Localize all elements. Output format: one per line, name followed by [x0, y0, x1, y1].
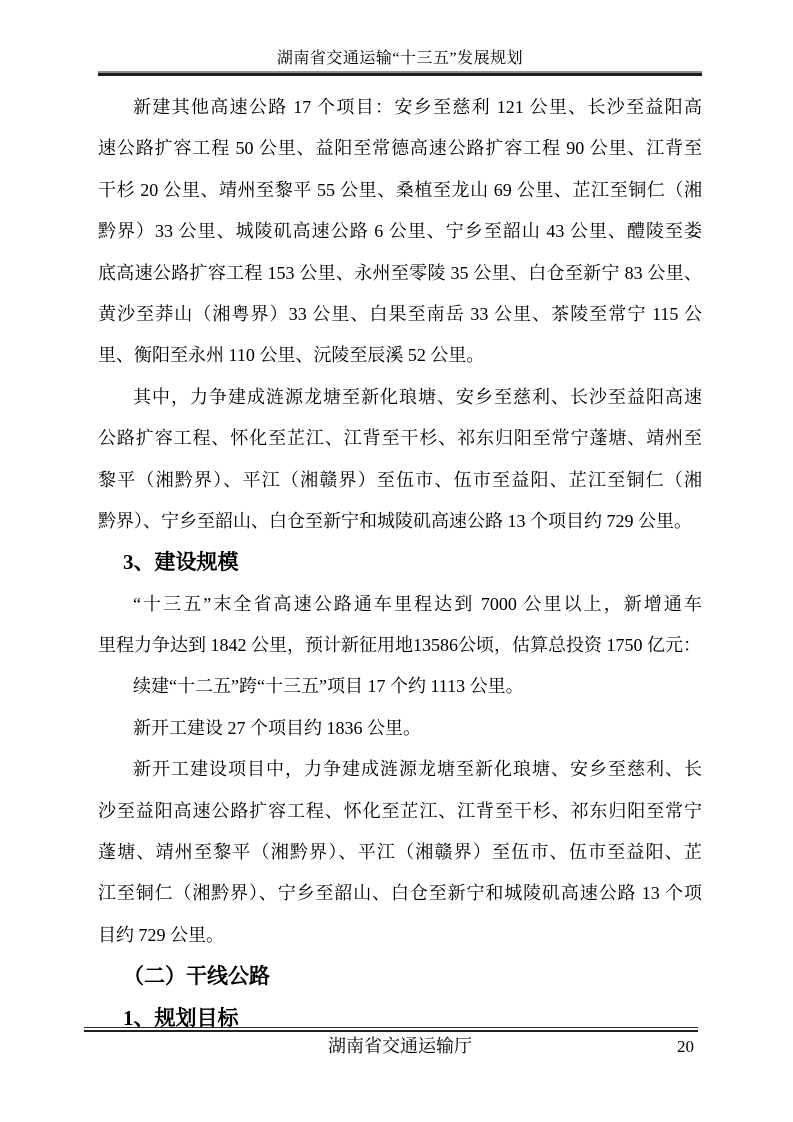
text-line: 里、衡阳至永州 110 公里、沅陵至辰溪 52 公里。 — [98, 345, 485, 366]
text-line: 蓬塘、靖州至黎平（湘黔界）、平江（湘赣界）至伍市、伍市至益阳、芷 — [98, 842, 702, 863]
text-line: 黔界）33 公里、城陵矶高速公路 6 公里、宁乡至韶山 43 公里、醴陵至娄 — [98, 221, 702, 242]
page-number: 20 — [677, 1037, 694, 1056]
text-line: 干杉 20 公里、靖州至黎平 55 公里、桑植至龙山 69 公里、芷江至铜仁（湘 — [98, 179, 702, 200]
text-line: 目约 729 公里。 — [98, 924, 224, 945]
paragraph — [98, 377, 702, 543]
text-line: 新建其他高速公路 17 个项目：安乡至慈利 121 公里、长沙至益阳高 — [133, 97, 702, 117]
footer-rule — [84, 1027, 698, 1032]
text-line: 其中，力争建成涟源龙塘至新化琅塘、安乡至慈利、长沙至益阳高速 — [133, 386, 702, 407]
text-line: 黎平（湘黔界）、平江（湘赣界）至伍市、伍市至益阳、芷江至铜仁（湘 — [98, 469, 702, 490]
paragraph — [98, 87, 702, 377]
paragraph — [98, 749, 702, 956]
text-line: 续建“十二五”跨“十三五”项目 17 个约 1113 公里。 — [133, 676, 524, 697]
page-header-title: 湖南省交通运输“十三五”发展规划 — [276, 50, 524, 67]
section-heading — [98, 956, 702, 997]
text-line: 1、规划目标 — [123, 1005, 239, 1030]
footer-department: 湖南省交通运输厅 — [328, 1036, 472, 1056]
text-line: 新开工建设项目中，力争建成涟源龙塘至新化琅塘、安乡至慈利、长 — [133, 759, 702, 780]
header-rule — [98, 71, 702, 76]
text-line: 黄沙至莽山（湘粤界）33 公里、白果至南岳 33 公里、茶陵至常宁 115 公 — [98, 303, 702, 324]
paragraph — [98, 666, 702, 707]
text-line: 黔界）、宁乡至韶山、白仓至新宁和城陵矶高速公路 13 个项目约 729 公里。 — [98, 510, 692, 531]
text-line: 沙至益阳高速公路扩容工程、怀化至芷江、江背至干杉、祁东归阳至常宁 — [98, 800, 702, 821]
document-body — [98, 87, 702, 1039]
text-line: 公路扩容工程、怀化至芷江、江背至干杉、祁东归阳至常宁蓬塘、靖州至 — [98, 428, 702, 449]
text-line: 江至铜仁（湘黔界）、宁乡至韶山、白仓至新宁和城陵矶高速公路 13 个项 — [98, 883, 702, 904]
text-line: （二）干线公路 — [123, 964, 270, 989]
text-line: “十三五”末全省高速公路通车里程达到 7000 公里以上，新增通车 — [133, 593, 702, 614]
text-line: 里程力争达到 1842 公里，预计新征用地13586公顷，估算总投资 1750 亿元： — [98, 635, 701, 656]
paragraph — [98, 708, 702, 749]
section-heading — [98, 542, 702, 583]
paragraph — [98, 584, 702, 667]
text-line: 新开工建设 27 个项目约 1836 公里。 — [133, 717, 421, 738]
text-line: 底高速公路扩容工程 153 公里、永州至零陵 35 公里、白仓至新宁 83 公里、 — [98, 262, 702, 283]
text-line: 3、建设规模 — [123, 550, 239, 575]
section-heading — [98, 998, 702, 1039]
text-line: 速公路扩容工程 50 公里、益阳至常德高速公路扩容工程 90 公里、江背至 — [98, 138, 702, 159]
